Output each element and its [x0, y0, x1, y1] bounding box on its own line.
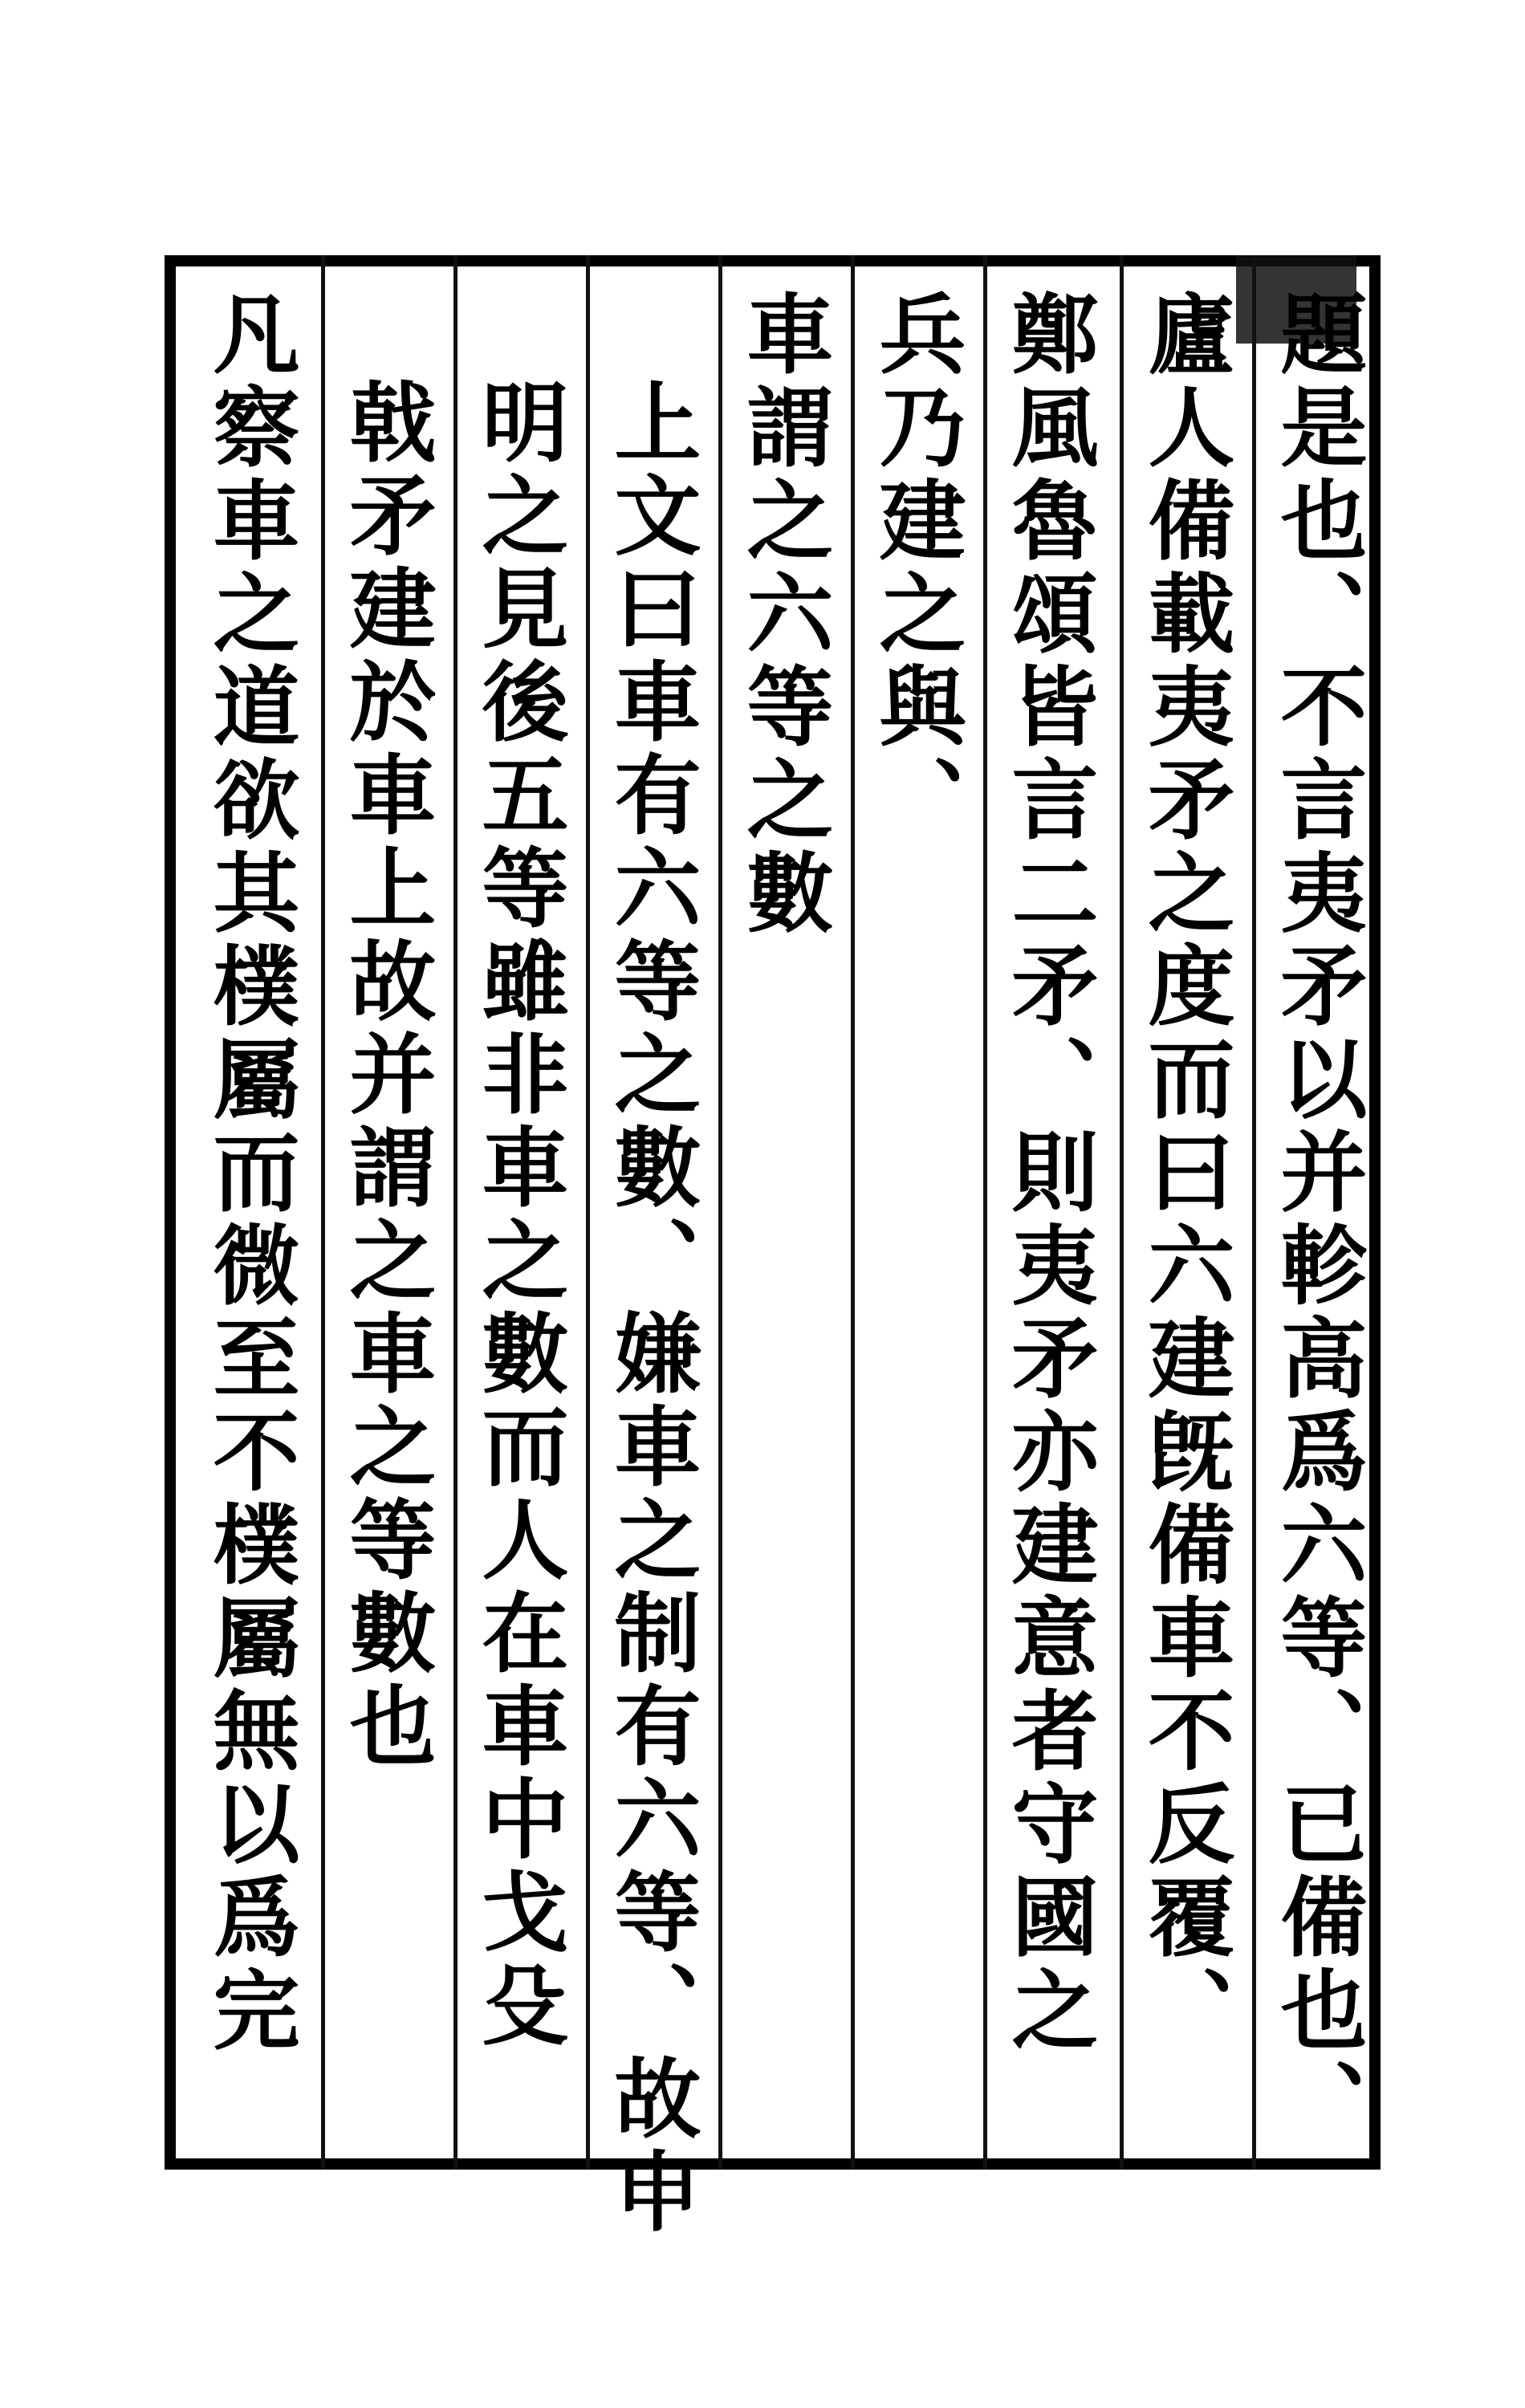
column-rule [321, 255, 325, 2170]
text-column-1: 題是也、不言夷矛以并軫高爲六等、已備也、 [1266, 289, 1367, 2151]
column-rule [718, 255, 722, 2170]
text-column-4: 兵乃建之與、 [864, 289, 966, 848]
column-rule [453, 255, 458, 2170]
text-column-9: 凡察車之道欲其樸屬而微至不樸屬無以爲完 [198, 289, 299, 2058]
text-column-3: 鄭風魯頌皆言二矛、則夷矛亦建意者守國之 [997, 289, 1098, 2058]
column-rule [983, 255, 987, 2170]
text-column-5: 車謂之六等之數 [732, 289, 833, 941]
text-column-6: 上文曰車有六等之數、嫌車之制有六等、故申 [600, 377, 701, 2239]
column-rule [1120, 255, 1124, 2170]
text-column-8: 戟矛建於車上故并謂之車之等數也 [335, 377, 436, 1774]
text-column-2: 廬人備載夷矛之度而曰六建旣備車不反覆、 [1133, 289, 1234, 2058]
column-rule [1252, 255, 1256, 2170]
column-rule [586, 255, 590, 2170]
text-column-7: 明之見後五等雖非車之數而人在車中戈殳 [467, 377, 568, 2053]
column-rule [851, 255, 855, 2170]
